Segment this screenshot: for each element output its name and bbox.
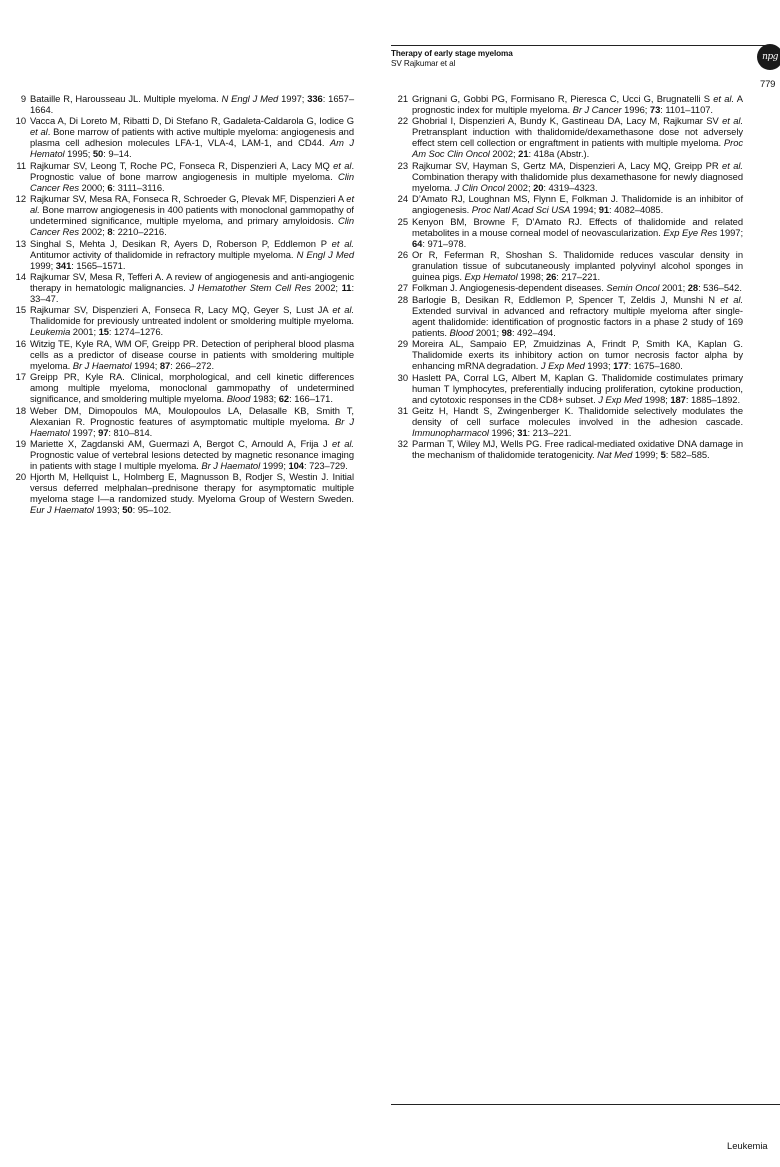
reference-number: 32 [397, 438, 408, 450]
reference-number: 24 [397, 193, 408, 205]
running-authors [391, 59, 771, 69]
reference-item [9, 160, 354, 193]
reference-text: Mariette X, Zagdanski AM, Guermazi A, Bergot C, Arnould A, Frija J et al. Prognostic value of vertebral lesions detected by magnetic resonance imaging in patients with stage I multiple myeloma. Br J Haematol 1999; 104: 723–729. [30, 437, 354, 471]
reference-number: 27 [397, 282, 408, 294]
reference-text: Kenyon BM, Browne F, D’Amato RJ. Effects of thalidomide and related metabolites in a mouse corneal model of neovascularization. Exp Eye Res 1997; 64: 971–978. [412, 215, 744, 249]
reference-item [391, 249, 743, 282]
reference-item [391, 193, 743, 215]
reference-number: 17 [15, 371, 26, 383]
reference-text: Grignani G, Gobbi PG, Formisano R, Pieresca C, Ucci G, Brugnatelli S et al. A prognostic index for multiple myeloma. Br J Cancer 1996; 73: 1101–1107. [412, 93, 743, 115]
reference-item [391, 93, 743, 115]
reference-number: 18 [15, 404, 26, 416]
reference-item [9, 471, 354, 515]
reference-text: Parman T, Wiley MJ, Wells PG. Free radical-mediated oxidative DNA damage in the mechanism of thalidomide teratogenicity. Nat Med 1999; 5: 582–585. [412, 438, 743, 461]
reference-text: Moreira AL, Sampaio EP, Zmuidzinas A, Frindt P, Smith KA, Kaplan G. Thalidomide exerts its inhibitory action on tumor necrosis factor alpha by enhancing mRNA degradation. J Exp Med 1993; 177: 1675–1680. [412, 338, 743, 372]
reference-number: 9 [20, 93, 26, 104]
reference-text: Bataille R, Harousseau JL. Multiple myeloma. N Engl J Med 1997; 336: 1657–1664. [30, 93, 354, 115]
reference-item [391, 216, 743, 249]
page-number: 779 [760, 79, 776, 90]
reference-item [9, 304, 354, 337]
reference-number: 29 [397, 338, 408, 350]
reference-item [9, 371, 354, 404]
publisher-logo-icon [757, 44, 780, 70]
reference-item [9, 93, 354, 115]
reference-item [9, 271, 354, 304]
reference-item [9, 238, 354, 271]
reference-column-right [391, 93, 743, 461]
reference-item [9, 115, 354, 159]
reference-item [9, 438, 354, 471]
publisher-logo-text: npg [762, 52, 778, 62]
footer-journal-name: Leukemia [727, 1140, 768, 1151]
reference-number: 28 [397, 293, 408, 305]
reference-text: Rajkumar SV, Hayman S, Gertz MA, Dispenzieri A, Lacy MQ, Greipp PR et al. Combination therapy with thalidomide plus dexamethasone for newly diagnosed myeloma. J Clin Oncol 2002; 20: 4319–4323. [412, 159, 743, 193]
reference-number: 16 [15, 337, 26, 349]
reference-text: Hjorth M, Hellquist L, Holmberg E, Magnusson B, Rodjer S, Westin J. Initial versus deferred melphalan–prednisone therapy for asymptomatic multiple myeloma stage I—a randomized study. Myeloma Group of Western Sweden. Eur J Haematol 1993; 50: 95–102. [30, 471, 354, 516]
reference-number: 11 [16, 159, 26, 171]
reference-item [391, 372, 743, 405]
reference-item [391, 294, 743, 338]
reference-number: 21 [397, 93, 408, 104]
reference-number: 26 [397, 248, 408, 260]
reference-number: 20 [15, 471, 26, 483]
reference-text: Rajkumar SV, Leong T, Roche PC, Fonseca R, Dispenzieri A, Lacy MQ et al. Prognostic value of bone marrow angiogenesis in multiple myeloma. Clin Cancer Res 2000; 6: 3111–3116. [30, 159, 354, 193]
reference-text: Ghobrial I, Dispenzieri A, Bundy K, Gastineau DA, Lacy M, Rajkumar SV et al. Pretransplant induction with thalidomide/dexamethasone dose not adversely effect stem cell collection or engraftment in patients with multiple myeloma. Proc Am Soc Clin Oncol 2002; 21: 418a (Abstr.). [412, 115, 743, 160]
reference-text: Geitz H, Handt S, Zwingenberger K. Thalidomide selectively modulates the density of cell surface molecules involved in the adhesion cascade. Immunopharmacol 1996; 31: 213–221. [412, 404, 743, 438]
reference-number: 12 [15, 193, 26, 205]
reference-text: Greipp PR, Kyle RA. Clinical, morphological, and cell kinetic differences among multiple myeloma, monoclonal gammopathy of undetermined significance, and smoldering multiple myeloma. Blood 1983; 62: 166–171. [30, 371, 354, 405]
reference-number: 14 [15, 270, 26, 282]
reference-number: 22 [397, 115, 408, 127]
reference-item [9, 405, 354, 438]
reference-text: Vacca A, Di Loreto M, Ribatti D, Di Stefano R, Gadaleta-Caldarola G, Iodice G et al. Bone marrow of patients with active multiple myeloma: angiogenesis and plasma cell adhesion molecules LFA-1, VLA-4, LAM-1, and CD44. Am J Hematol 1995; 50: 9–14. [30, 115, 355, 160]
reference-text: D’Amato RJ, Loughnan MS, Flynn E, Folkman J. Thalidomide is an inhibitor of angiogenesis. Proc Natl Acad Sci USA 1994; 91: 4082–4085. [412, 193, 743, 216]
reference-item [391, 282, 743, 293]
footer-divider [391, 1104, 780, 1105]
reference-item [391, 405, 743, 438]
reference-item [391, 438, 743, 460]
reference-item [391, 115, 743, 159]
reference-column-left [9, 93, 354, 516]
reference-number: 13 [15, 237, 26, 249]
reference-item [391, 160, 743, 193]
reference-text: Haslett PA, Corral LG, Albert M, Kaplan G. Thalidomide costimulates primary human T lymphocytes, preferentially inducing proliferation, cytokine production, and cytotoxic responses in the CD8+ subset. J Exp Med 1998; 187: 1885–1892. [412, 371, 743, 405]
reference-number: 30 [397, 371, 408, 383]
reference-text: Rajkumar SV, Dispenzieri A, Fonseca R, Lacy MQ, Geyer S, Lust JA et al. Thalidomide for previously untreated indolent or smoldering multiple myeloma. Leukemia 2001; 15: 1274–1276. [30, 304, 354, 338]
reference-number: 10 [15, 115, 26, 127]
reference-number: 31 [397, 404, 408, 416]
reference-number: 25 [397, 215, 408, 227]
reference-number: 15 [15, 304, 26, 316]
reference-number: 19 [15, 437, 26, 449]
reference-text: Weber DM, Dimopoulos MA, Moulopoulos LA, Delasalle KB, Smith T, Alexanian R. Prognostic features of asymptomatic multiple myeloma. Br J Haematol 1997; 97: 810–814. [30, 404, 355, 438]
reference-item [391, 338, 743, 371]
reference-text: Rajkumar SV, Mesa RA, Fonseca R, Schroeder G, Plevak MF, Dispenzieri A et al. Bone marrow angiogenesis in 400 patients with monoclonal gammopathy of undetermined significance, multiple myeloma, and primary amyloidosis. Clin Cancer Res 2002; 8: 2210–2216. [30, 193, 354, 238]
reference-text: Folkman J. Angiogenesis-dependent diseases. Semin Oncol 2001; 28: 536–542. [412, 282, 742, 294]
running-authors-text: SV Rajkumar et al [391, 59, 456, 68]
reference-item [9, 193, 354, 237]
reference-text: Barlogie B, Desikan R, Eddlemon P, Spencer T, Zeldis J, Munshi N et al. Extended survival in advanced and refractory multiple myeloma after single-agent thalidomide: identification of prognostic factors in a phase 2 study of 169 patients. Blood 2001; 98: 492–494. [412, 293, 744, 338]
reference-text: Or R, Feferman R, Shoshan S. Thalidomide reduces vascular density in granulation tissue of subcutaneously implanted polyvinyl alcohol sponges in guinea pigs. Exp Hematol 1998; 26: 217–221. [412, 248, 743, 282]
reference-text: Singhal S, Mehta J, Desikan R, Ayers D, Roberson P, Eddlemon P et al. Antitumor activity of thalidomide in refractory multiple myeloma. N Engl J Med 1999; 341: 1565–1571. [30, 237, 354, 271]
reference-text: Rajkumar SV, Mesa R, Tefferi A. A review of angiogenesis and anti-angiogenic therapy in hematologic malignancies. J Hematother Stem Cell Res 2002; 11: 33–47. [30, 270, 354, 304]
reference-text: Witzig TE, Kyle RA, WM OF, Greipp PR. Detection of peripheral blood plasma cells as a predictor of disease course in patients with smoldering multiple myeloma. Br J Haematol 1994; 87: 266–272. [30, 337, 354, 371]
reference-item [9, 338, 354, 371]
running-header [391, 45, 771, 69]
reference-number: 23 [397, 159, 408, 171]
running-title: Therapy of early stage myeloma [391, 49, 513, 58]
